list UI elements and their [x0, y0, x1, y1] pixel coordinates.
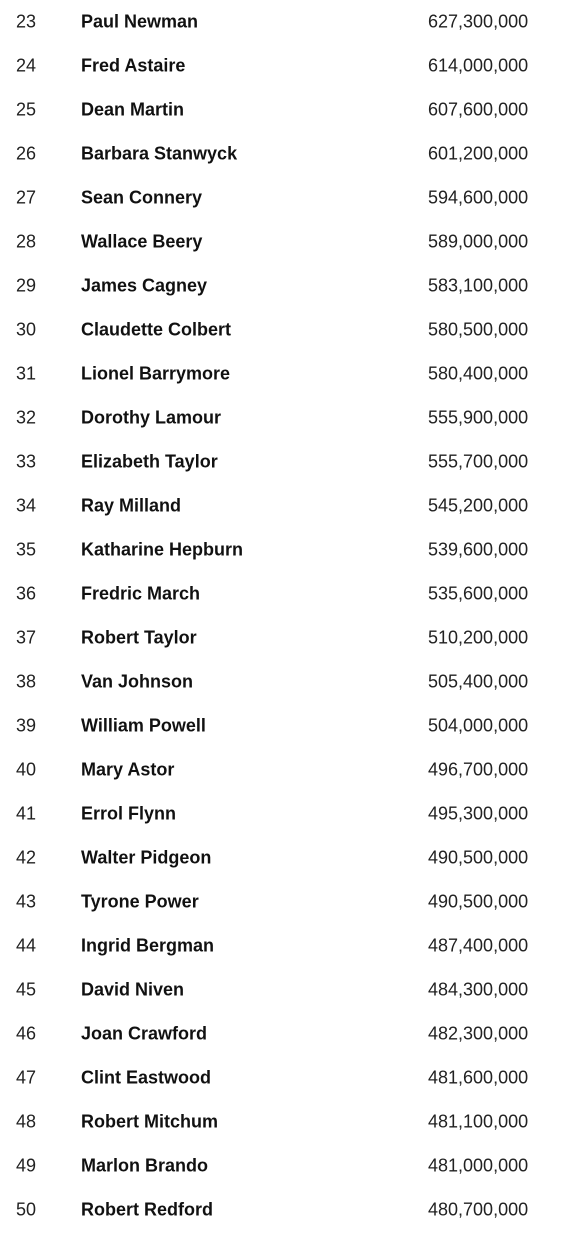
table-row [0, 440, 580, 484]
name-cell: Claudette Colbert [81, 319, 232, 340]
value-cell: 555,700,000 [428, 451, 529, 472]
rank-cell: 49 [16, 1155, 37, 1176]
table-row [0, 528, 580, 572]
value-cell: 539,600,000 [428, 539, 529, 560]
value-cell: 505,400,000 [428, 671, 529, 692]
value-cell: 504,000,000 [428, 715, 529, 736]
rank-cell: 44 [16, 935, 37, 956]
table-row [0, 132, 580, 176]
rank-cell: 30 [16, 319, 37, 340]
rank-cell: 46 [16, 1023, 37, 1044]
value-cell: 583,100,000 [428, 275, 529, 296]
rank-cell: 32 [16, 407, 37, 428]
table-row [0, 924, 580, 968]
value-cell: 580,400,000 [428, 363, 529, 384]
table-row [0, 572, 580, 616]
table-row [0, 396, 580, 440]
value-cell: 607,600,000 [428, 99, 529, 120]
table-row [0, 1100, 580, 1144]
value-cell: 496,700,000 [428, 759, 529, 780]
table-row [0, 880, 580, 924]
rank-cell: 47 [16, 1067, 37, 1088]
value-cell: 490,500,000 [428, 891, 529, 912]
name-cell: Walter Pidgeon [81, 847, 212, 868]
rank-cell: 28 [16, 231, 37, 252]
value-cell: 589,000,000 [428, 231, 529, 252]
table-row [0, 484, 580, 528]
name-cell: Robert Mitchum [81, 1111, 218, 1132]
table-row [0, 88, 580, 132]
name-cell: Van Johnson [81, 671, 194, 692]
rank-cell: 40 [16, 759, 37, 780]
rank-cell: 43 [16, 891, 37, 912]
rank-cell: 24 [16, 55, 37, 76]
rank-cell: 33 [16, 451, 37, 472]
table-row [0, 1188, 580, 1232]
name-cell: Dean Martin [81, 99, 185, 120]
name-cell: William Powell [81, 715, 206, 736]
value-cell: 545,200,000 [428, 495, 529, 516]
table-row [0, 220, 580, 264]
value-cell: 580,500,000 [428, 319, 529, 340]
name-cell: James Cagney [81, 275, 208, 296]
table-row [0, 1012, 580, 1056]
name-cell: Robert Redford [81, 1199, 213, 1220]
rank-cell: 41 [16, 803, 37, 824]
table-row [0, 748, 580, 792]
value-cell: 555,900,000 [428, 407, 529, 428]
value-cell: 601,200,000 [428, 143, 529, 164]
name-cell: Ingrid Bergman [81, 935, 215, 956]
name-cell: Lionel Barrymore [81, 363, 231, 384]
table-row [0, 352, 580, 396]
rank-cell: 36 [16, 583, 37, 604]
name-cell: Wallace Beery [81, 231, 203, 252]
name-cell: Elizabeth Taylor [81, 451, 218, 472]
rank-cell: 26 [16, 143, 37, 164]
name-cell: Fred Astaire [81, 55, 186, 76]
value-cell: 594,600,000 [428, 187, 529, 208]
value-cell: 535,600,000 [428, 583, 529, 604]
table-row [0, 176, 580, 220]
name-cell: Tyrone Power [81, 891, 199, 912]
rank-cell: 37 [16, 627, 37, 648]
value-cell: 480,700,000 [428, 1199, 529, 1220]
table-row [0, 616, 580, 660]
table-row [0, 1056, 580, 1100]
rank-cell: 25 [16, 99, 37, 120]
value-cell: 495,300,000 [428, 803, 529, 824]
name-cell: Katharine Hepburn [81, 539, 244, 560]
table-row [0, 836, 580, 880]
name-cell: Marlon Brando [81, 1155, 209, 1176]
name-cell: Clint Eastwood [81, 1067, 211, 1088]
rank-cell: 23 [16, 11, 37, 32]
value-cell: 510,200,000 [428, 627, 529, 648]
value-cell: 482,300,000 [428, 1023, 529, 1044]
value-cell: 481,000,000 [428, 1155, 529, 1176]
table-row [0, 704, 580, 748]
rank-cell: 34 [16, 495, 37, 516]
rank-cell: 29 [16, 275, 37, 296]
rank-cell: 42 [16, 847, 37, 868]
table-row [0, 1144, 580, 1188]
name-cell: Barbara Stanwyck [81, 143, 238, 164]
rank-cell: 35 [16, 539, 37, 560]
value-cell: 484,300,000 [428, 979, 529, 1000]
name-cell: Dorothy Lamour [81, 407, 222, 428]
table-row [0, 968, 580, 1012]
value-cell: 481,600,000 [428, 1067, 529, 1088]
name-cell: David Niven [81, 979, 185, 1000]
table-row [0, 792, 580, 836]
name-cell: Sean Connery [81, 187, 203, 208]
rank-cell: 50 [16, 1199, 37, 1220]
name-cell: Mary Astor [81, 759, 175, 780]
value-cell: 627,300,000 [428, 11, 529, 32]
name-cell: Ray Milland [81, 495, 182, 516]
name-cell: Robert Taylor [81, 627, 197, 648]
rank-cell: 39 [16, 715, 37, 736]
value-cell: 490,500,000 [428, 847, 529, 868]
value-cell: 481,100,000 [428, 1111, 529, 1132]
name-cell: Fredric March [81, 583, 201, 604]
rank-cell: 38 [16, 671, 37, 692]
name-cell: Joan Crawford [81, 1023, 208, 1044]
table-row [0, 264, 580, 308]
value-cell: 614,000,000 [428, 55, 529, 76]
rank-cell: 45 [16, 979, 37, 1000]
value-cell: 487,400,000 [428, 935, 529, 956]
table-row [0, 308, 580, 352]
table-row [0, 44, 580, 88]
rank-cell: 31 [16, 363, 37, 384]
table-row [0, 660, 580, 704]
rank-cell: 27 [16, 187, 37, 208]
rank-cell: 48 [16, 1111, 37, 1132]
name-cell: Paul Newman [81, 11, 199, 32]
table-row [0, 0, 580, 44]
name-cell: Errol Flynn [81, 803, 177, 824]
